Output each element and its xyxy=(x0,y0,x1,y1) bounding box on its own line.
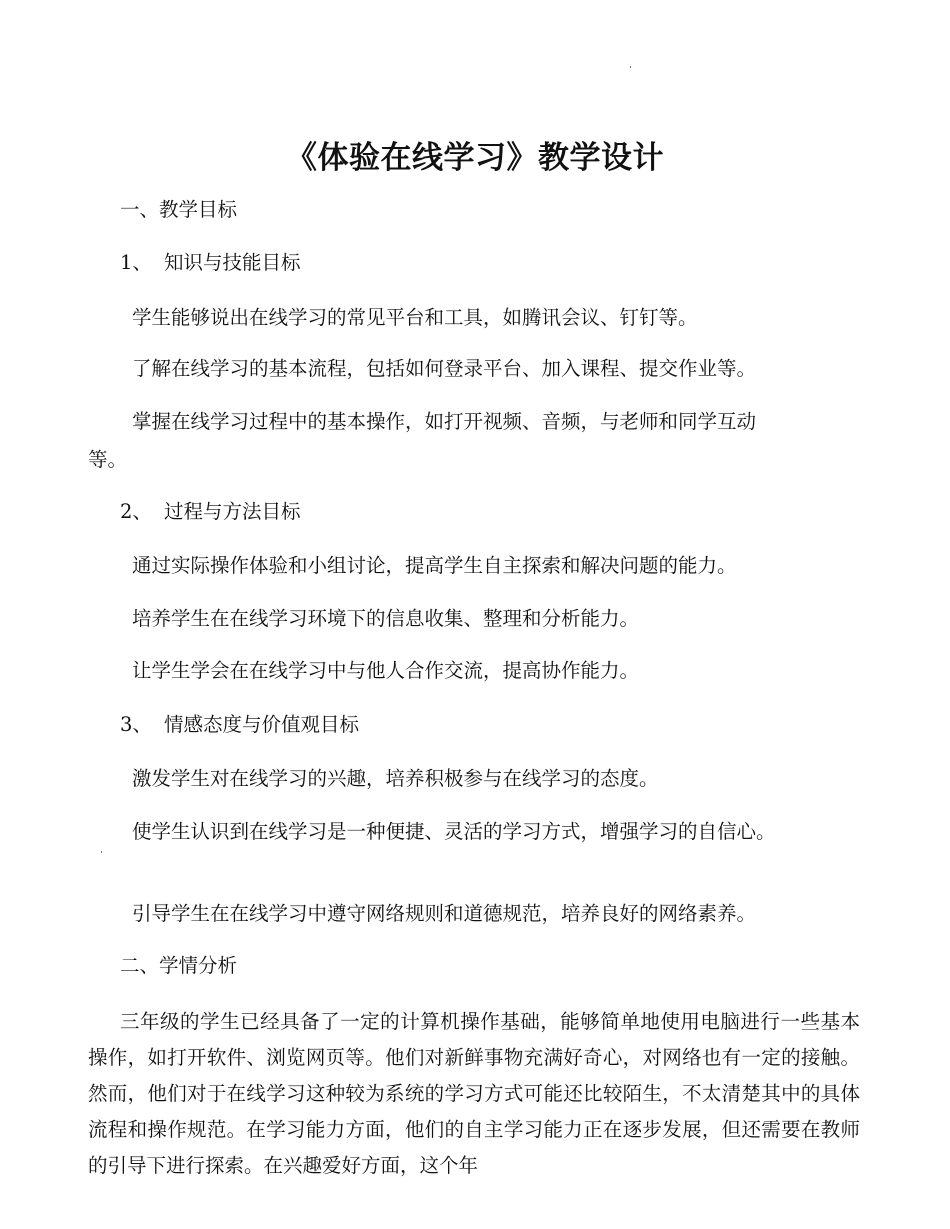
goal-title: 情感态度与价值观目标 xyxy=(164,713,360,736)
goal-item: 引导学生在在线学习中遵守网络规则和道德规范，培养良好的网络素养。 xyxy=(132,902,757,925)
goal-item: 培养学生在在线学习环境下的信息收集、整理和分析能力。 xyxy=(132,607,640,630)
goal-number: 1、 xyxy=(120,251,152,274)
goal-item: 学生能够说出在线学习的常见平台和工具，如腾讯会议、钉钉等。 xyxy=(132,306,698,329)
goal-title: 知识与技能目标 xyxy=(164,251,301,274)
section-heading-objectives: 一、教学目标 xyxy=(120,198,238,221)
goal-item: 使学生认识到在线学习是一种便捷、灵活的学习方式，增强学习的自信心。 xyxy=(132,820,776,843)
goal-item: 让学生学会在在线学习中与他人合作交流，提高协作能力。 xyxy=(132,659,640,682)
scan-mark xyxy=(630,66,631,68)
goal-item: 掌握在线学习过程中的基本操作，如打开视频、音频，与老师和同学互动 xyxy=(132,410,757,433)
goal-title: 过程与方法目标 xyxy=(164,500,301,523)
goal-item: 了解在线学习的基本流程，包括如何登录平台、加入课程、提交作业等。 xyxy=(132,357,757,380)
document-title: 《体验在线学习》教学设计 xyxy=(286,140,664,176)
goal-item: 通过实际操作体验和小组讨论，提高学生自主探索和解决问题的能力。 xyxy=(132,554,737,577)
goal-item-continuation: 等。 xyxy=(88,448,128,471)
section-heading-analysis: 二、学情分析 xyxy=(120,954,238,977)
goal-number: 3、 xyxy=(120,713,152,736)
analysis-paragraph: 三年级的学生已经具备了一定的计算机操作基础，能够简单地使用电脑进行一些基本操作，如打开软件、浏览网页等。他们对新鲜事物充满好奇心，对网络也有一定的接触。然而，他们对于在线学习这种较为系统的学习方式可能还比较陌生，不太清楚其中的具体流程和操作规范。在学习能力方面，他们的自主学习能力正在逐步发展，但还需要在教师的引导下进行探索。在兴趣爱好方面，这个年 xyxy=(88,1010,860,1177)
goal-item: 激发学生对在线学习的兴趣，培养积极参与在线学习的态度。 xyxy=(132,767,659,790)
scan-mark xyxy=(101,851,102,853)
goal-number: 2、 xyxy=(120,500,152,523)
